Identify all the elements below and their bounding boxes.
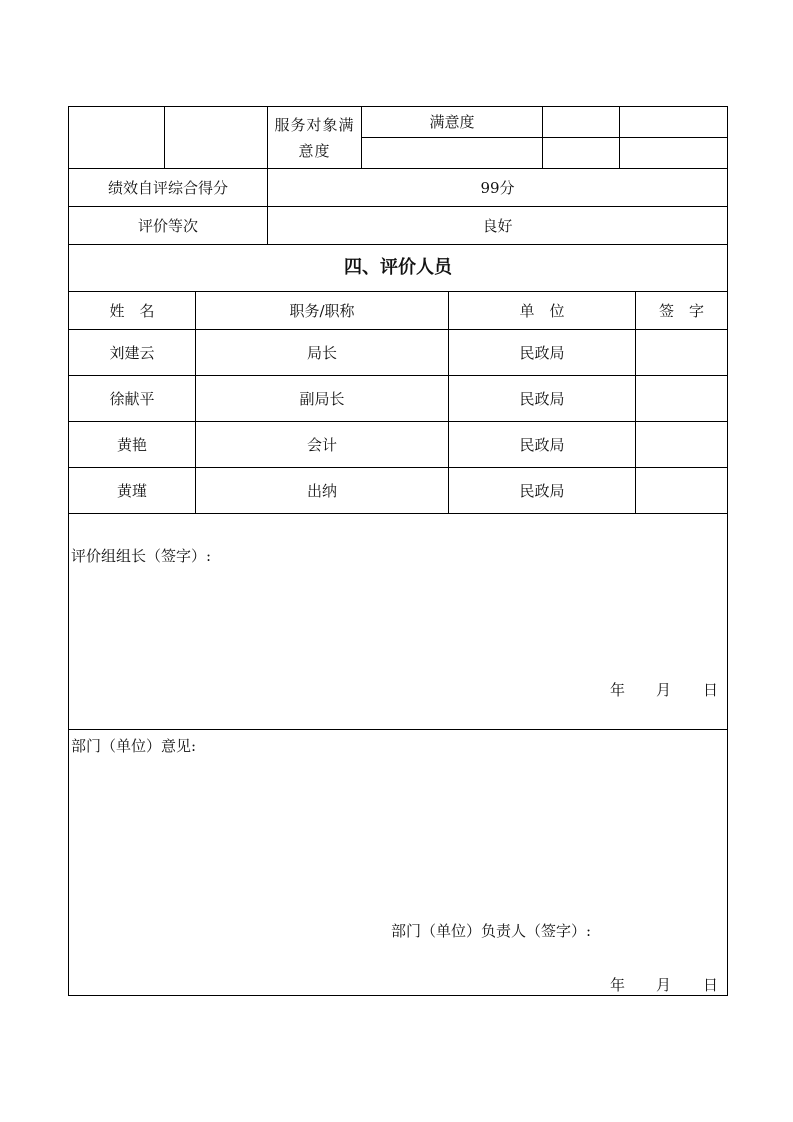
rule-bottom [68,995,728,996]
score-label: 绩效自评综合得分 [107,178,228,197]
row2-title: 副局长 [299,389,345,408]
grade-value: 良好 [482,216,513,235]
row1-unit: 民政局 [519,343,565,362]
header-title: 职务/职称 [289,301,355,320]
leader-date-year: 年 [610,681,626,699]
border-right [727,106,728,996]
rule-leader-top [68,513,728,514]
service-label-line1: 服务对象满 [274,115,355,134]
row4-sign[interactable] [636,468,727,513]
rule-top-col5 [619,106,620,168]
dept-responsible-label: 部门（单位）负责人（签字）: [391,922,592,940]
dept-opinion-label: 部门（单位）意见: [71,737,197,755]
grade-label: 评价等次 [137,216,198,235]
row2-name: 徐献平 [109,389,155,408]
header-unit: 单 位 [519,301,565,320]
leader-sign-label: 评价组组长（签字）: [71,547,212,565]
rule-top-col4 [542,106,543,168]
leader-date-day: 日 [703,681,719,699]
row3-name: 黄艳 [116,435,147,454]
dept-date-month: 月 [656,976,672,994]
rule-satisfaction-mid [361,137,728,138]
row1-title: 局长 [306,343,337,362]
row2-sign[interactable] [636,376,727,421]
row1-name: 刘建云 [109,343,155,362]
row2-unit: 民政局 [519,389,565,408]
row3-unit: 民政局 [519,435,565,454]
service-satisfaction-label [268,107,361,168]
section-title: 四、评价人员 [344,257,452,279]
header-sign: 签 字 [658,301,704,320]
rule-top-col1 [164,106,165,168]
row4-title: 出纳 [306,481,337,500]
satisfaction-label: 满意度 [429,113,475,131]
service-label-line2: 意度 [298,141,331,160]
leader-date-month: 月 [656,681,672,699]
header-name: 姓 名 [109,301,155,320]
dept-date-year: 年 [610,976,626,994]
score-value: 99分 [480,178,515,197]
row3-sign[interactable] [636,422,727,467]
dept-date-day: 日 [703,976,719,994]
rule-dept-top [68,729,728,730]
row3-title: 会计 [306,435,337,454]
row1-sign[interactable] [636,330,727,375]
row4-unit: 民政局 [519,481,565,500]
row4-name: 黄瑾 [116,481,147,500]
